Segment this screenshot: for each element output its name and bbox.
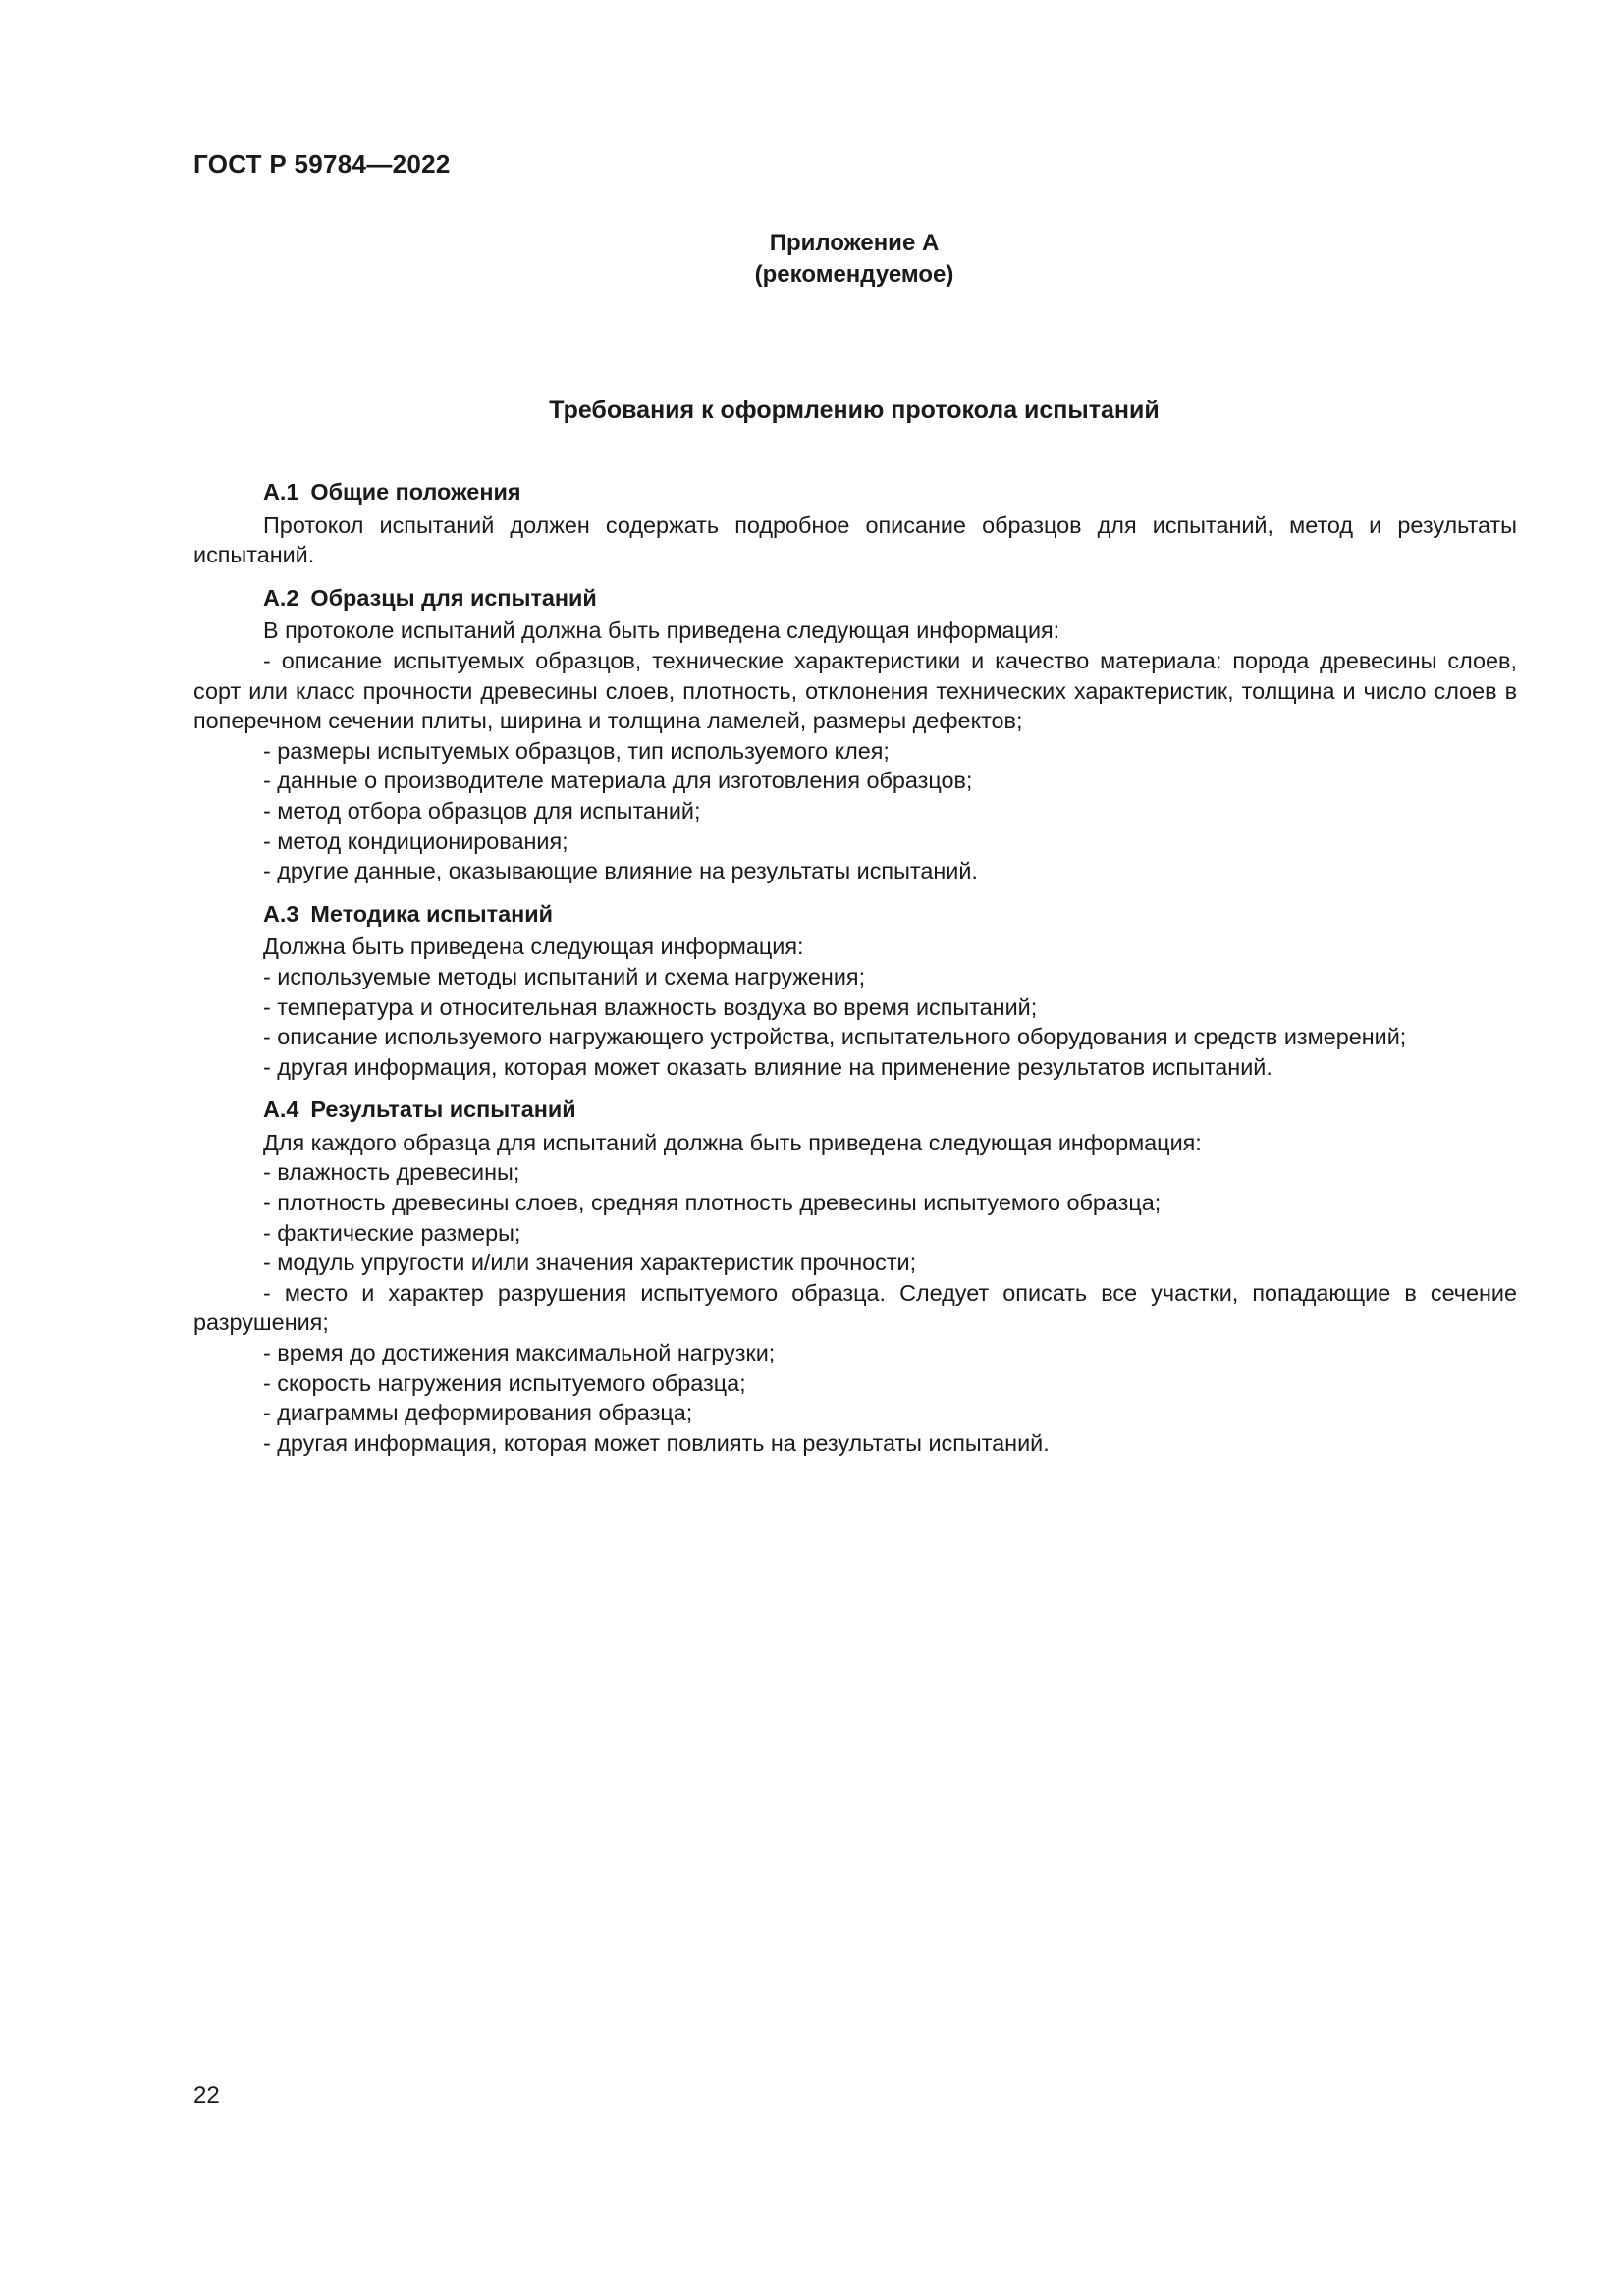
list-item: - фактические размеры; <box>263 1219 521 1246</box>
list-item: - скорость нагружения испытуемого образца; <box>263 1369 746 1396</box>
section-a1-text: Протокол испытаний должен содержать подробное описание образцов для испытаний, метод и результаты испытаний. <box>193 511 1517 568</box>
list-item: - влажность древесины; <box>263 1159 520 1186</box>
document-body <box>193 477 1517 1458</box>
section-a3-intro: Должна быть приведена следующая информация: <box>263 934 804 960</box>
list-item: - температура и относительная влажность воздуха во время испытаний; <box>263 993 1038 1020</box>
document-code: ГОСТ Р 59784—2022 <box>193 149 451 179</box>
section-a4-intro: Для каждого образца для испытаний должна быть приведена следующая информация: <box>263 1129 1202 1155</box>
annex-main-title: Требования к оформлению протокола испытаний <box>549 397 1160 424</box>
list-item: - размеры испытуемых образцов, тип используемого клея; <box>263 737 890 764</box>
list-item: - модуль упругости и/или значения характеристик прочности; <box>263 1250 917 1276</box>
section-heading-a2: А.2 Образцы для испытаний <box>263 584 597 611</box>
list-item: - время до достижения максимальной нагрузки; <box>263 1340 776 1366</box>
annex-heading <box>0 228 1624 291</box>
list-item: - данные о производителе материала для изготовления образцов; <box>263 768 973 794</box>
list-item: - описание испытуемых образцов, технические характеристики и качество материала: порода древесины слоев, сорт или класс прочности древесины слоев, плотность, отклонения технических характеристик, толщина и число слоев в поперечном сечении плиты, ширина и толщина ламелей, размеры дефектов; <box>193 647 1517 734</box>
page-number: 22 <box>193 2082 220 2109</box>
section-heading-a1: А.1 Общие положения <box>263 479 521 505</box>
section-heading-a3: А.3 Методика испытаний <box>263 900 554 927</box>
section-heading-a4: А.4 Результаты испытаний <box>263 1096 576 1123</box>
annex-status: (рекомендуемое) <box>754 261 954 288</box>
list-item: - используемые методы испытаний и схема нагружения; <box>263 963 866 989</box>
list-item: - метод кондиционирования; <box>263 828 568 854</box>
annex-title: Приложение А <box>769 230 940 256</box>
list-item: - другая информация, которая может повлиять на результаты испытаний. <box>263 1429 1050 1456</box>
section-a2-intro: В протоколе испытаний должна быть приведена следующая информация: <box>263 617 1060 644</box>
list-item: - другие данные, оказывающие влияние на результаты испытаний. <box>263 858 978 884</box>
list-item: - место и характер разрушения испытуемого образца. Следует описать все участки, попадающие в сечение разрушения; <box>193 1279 1517 1336</box>
list-item: - другая информация, которая может оказать влияние на применение результатов испытаний. <box>263 1053 1272 1080</box>
list-item: - метод отбора образцов для испытаний; <box>263 797 701 824</box>
list-item: - плотность древесины слоев, средняя плотность древесины испытуемого образца; <box>263 1190 1162 1216</box>
list-item: - диаграммы деформирования образца; <box>263 1400 693 1426</box>
list-item: - описание используемого нагружающего устройства, испытательного оборудования и средств измерений; <box>263 1024 1407 1050</box>
